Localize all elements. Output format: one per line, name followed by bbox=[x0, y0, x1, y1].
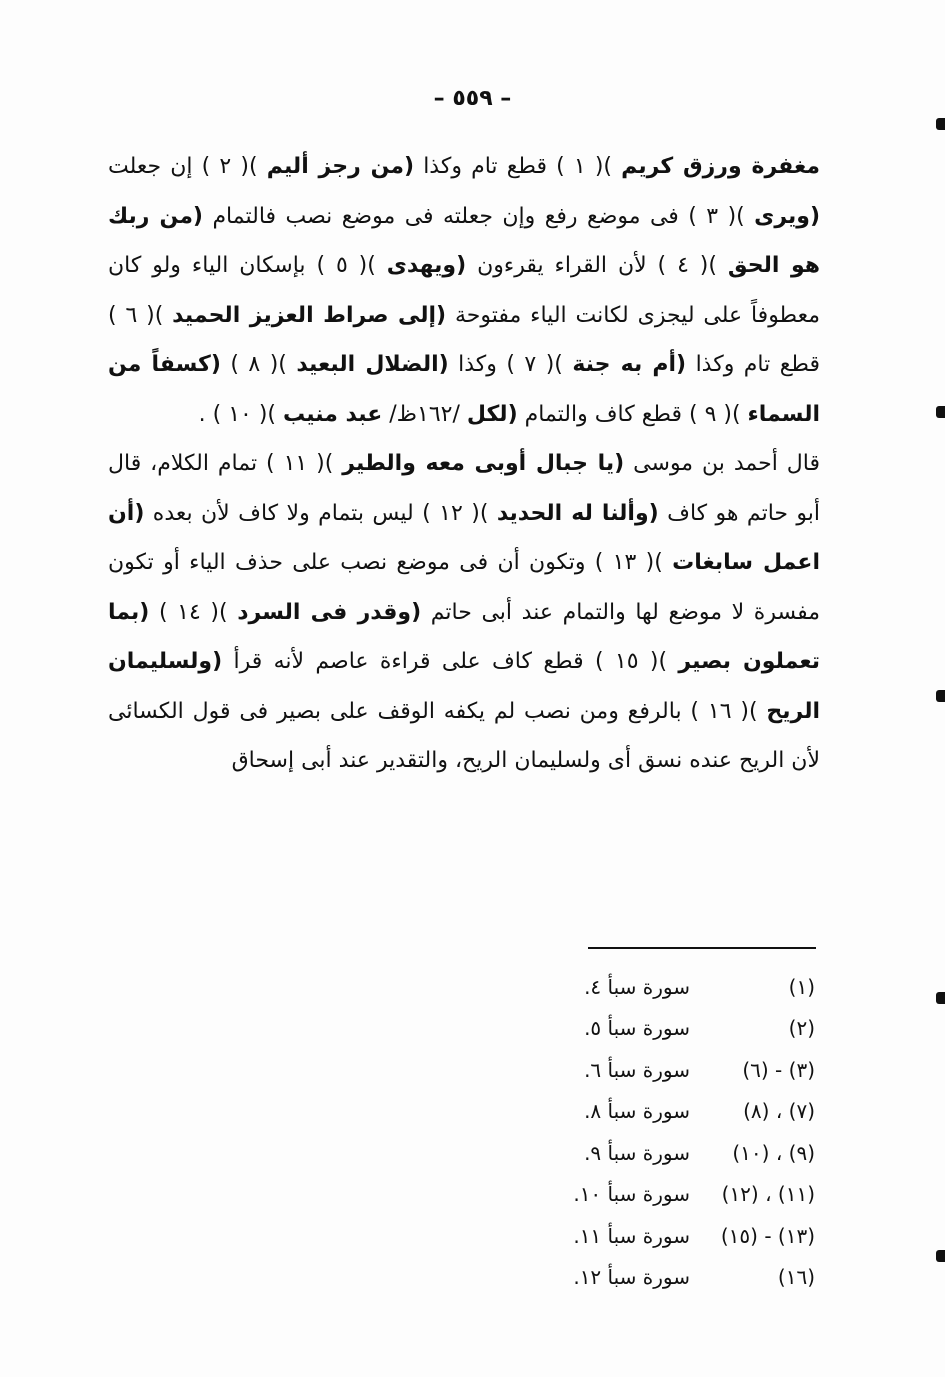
footnote-item bbox=[515, 1008, 815, 1050]
footnote-item bbox=[515, 1049, 815, 1091]
paragraph-1 bbox=[108, 142, 820, 439]
commentary-text: )( ١ ) قطع تام وكذا bbox=[414, 154, 622, 179]
footnote-item bbox=[515, 1215, 815, 1257]
commentary-text: قال أحمد بن موسى bbox=[624, 451, 820, 476]
binding-mark bbox=[936, 406, 945, 418]
quran-phrase: (أم به جنة bbox=[572, 352, 687, 377]
footnote-source: سورة سبأ ٦. bbox=[584, 1057, 690, 1082]
page-number: – ٥٥٩ – bbox=[433, 86, 512, 111]
quran-phrase: (من ربك هو الحق bbox=[108, 203, 821, 278]
footnote-ref: (١٣) - (١٥) bbox=[720, 1223, 815, 1248]
quran-phrase: (أن اعمل سابغات bbox=[108, 500, 821, 575]
quran-phrase: (وألنا له الحديد bbox=[496, 500, 659, 526]
footnote-ref: (١) bbox=[788, 974, 815, 999]
footnote-item bbox=[515, 1091, 815, 1133]
binding-mark bbox=[936, 1250, 945, 1262]
quran-phrase: (الضلال البعيد bbox=[296, 352, 449, 377]
commentary-text: )( ٦ ) قطع تام وكذا bbox=[108, 302, 820, 377]
commentary-text: )( ٤ ) لأن القراء يقرءون bbox=[466, 253, 728, 278]
footnote-ref: (٣) - (٦) bbox=[742, 1057, 815, 1082]
commentary-text: )( ٩ ) قطع كاف والتمام bbox=[517, 401, 748, 427]
quran-phrase: مغفرة ورزق كريم bbox=[621, 154, 820, 179]
commentary-text: )( ٨ ) bbox=[220, 352, 297, 377]
quran-phrase: (من رجز أليم bbox=[266, 154, 415, 179]
footnote-source: سورة سبأ ١٠. bbox=[573, 1182, 690, 1207]
footnote-source: سورة سبأ ٥. bbox=[584, 1016, 690, 1041]
commentary-text: )( ٢ ) إن جعلت bbox=[108, 154, 267, 179]
commentary-text: )( ٥ ) بإسكان الياء ولو كان معطوفاً على ليجزى لكانت الياء مفتوحة bbox=[108, 253, 821, 328]
footnote-source: سورة سبأ ٤. bbox=[584, 974, 690, 999]
quran-phrase: (وقدر فى السرد bbox=[237, 599, 422, 625]
footnote-item bbox=[515, 966, 815, 1008]
footnote-item bbox=[515, 1257, 815, 1299]
commentary-text: )( ١٢ ) ليس بتمام ولا كاف لأن بعده bbox=[144, 500, 497, 526]
quran-phrase: (لكل bbox=[466, 401, 518, 427]
footnote-ref: (٧) ، (٨) bbox=[743, 1099, 815, 1124]
footnote-ref: (١٦) bbox=[777, 1265, 815, 1290]
footnote-ref: (٩) ، (١٠) bbox=[732, 1140, 815, 1165]
footnote-item bbox=[515, 1132, 815, 1174]
footnote-ref: (١١) ، (١٢) bbox=[721, 1182, 815, 1207]
binding-mark bbox=[936, 690, 945, 702]
quran-phrase: (ويهدى bbox=[386, 253, 467, 278]
footnote-item bbox=[515, 1174, 815, 1216]
quran-phrase: عبد منيب bbox=[283, 401, 383, 427]
body-text bbox=[108, 142, 820, 786]
commentary-text: )( ١٦ ) بالرفع ومن نصب لم يكفه الوقف على بصير فى قول الكسائى لأن الريح عنده نسق أى ولسليمان الريح، والتقدير عند أبى إسحاق bbox=[108, 698, 820, 773]
quran-phrase: (يا جبال أوبى معه والطير bbox=[342, 451, 625, 476]
commentary-text: )( ٧ ) وكذا bbox=[448, 352, 573, 377]
commentary-text: )( ١١ ) تمام الكلام، قال أبو حاتم هو كاف bbox=[108, 451, 821, 526]
quran-phrase: (ويرى bbox=[754, 203, 821, 229]
commentary-text: )( ١٣ ) وتكون أن فى موضع نصب على حذف الياء أو تكون مفسرة لا موضع لها والتمام عند أبى حاتم bbox=[108, 550, 821, 625]
footnote-separator bbox=[588, 947, 816, 949]
commentary-text: )( ١٤ ) bbox=[149, 599, 238, 625]
footnote-source: سورة سبأ ٨. bbox=[584, 1099, 690, 1124]
footnote-source: سورة سبأ ١٢. bbox=[573, 1265, 690, 1290]
footnotes bbox=[515, 966, 815, 1298]
footnote-ref: (٢) bbox=[788, 1016, 815, 1041]
quran-phrase: (ولسليمان الريح bbox=[108, 649, 820, 724]
commentary-text: /١٦٢ظ/ bbox=[382, 401, 467, 427]
footnote-source: سورة سبأ ١١. bbox=[573, 1223, 690, 1248]
footnote-source: سورة سبأ ٩. bbox=[584, 1140, 690, 1165]
quran-phrase: (بما تعملون بصير bbox=[108, 599, 821, 674]
quran-phrase: (كسفاً من السماء bbox=[108, 352, 820, 427]
commentary-text: )( ١٥ ) قطع كاف على قراءة عاصم لأنه قرأ bbox=[222, 649, 679, 674]
commentary-text: )( ١٠ ) . bbox=[198, 401, 283, 427]
paragraph-2 bbox=[108, 439, 820, 786]
binding-mark bbox=[936, 118, 945, 130]
binding-mark bbox=[936, 992, 945, 1004]
quran-phrase: (إلى صراط العزيز الحميد bbox=[172, 302, 447, 328]
commentary-text: )( ٣ ) فى موضع رفع وإن جعلته فى موضع نصب فالتمام bbox=[203, 203, 755, 229]
